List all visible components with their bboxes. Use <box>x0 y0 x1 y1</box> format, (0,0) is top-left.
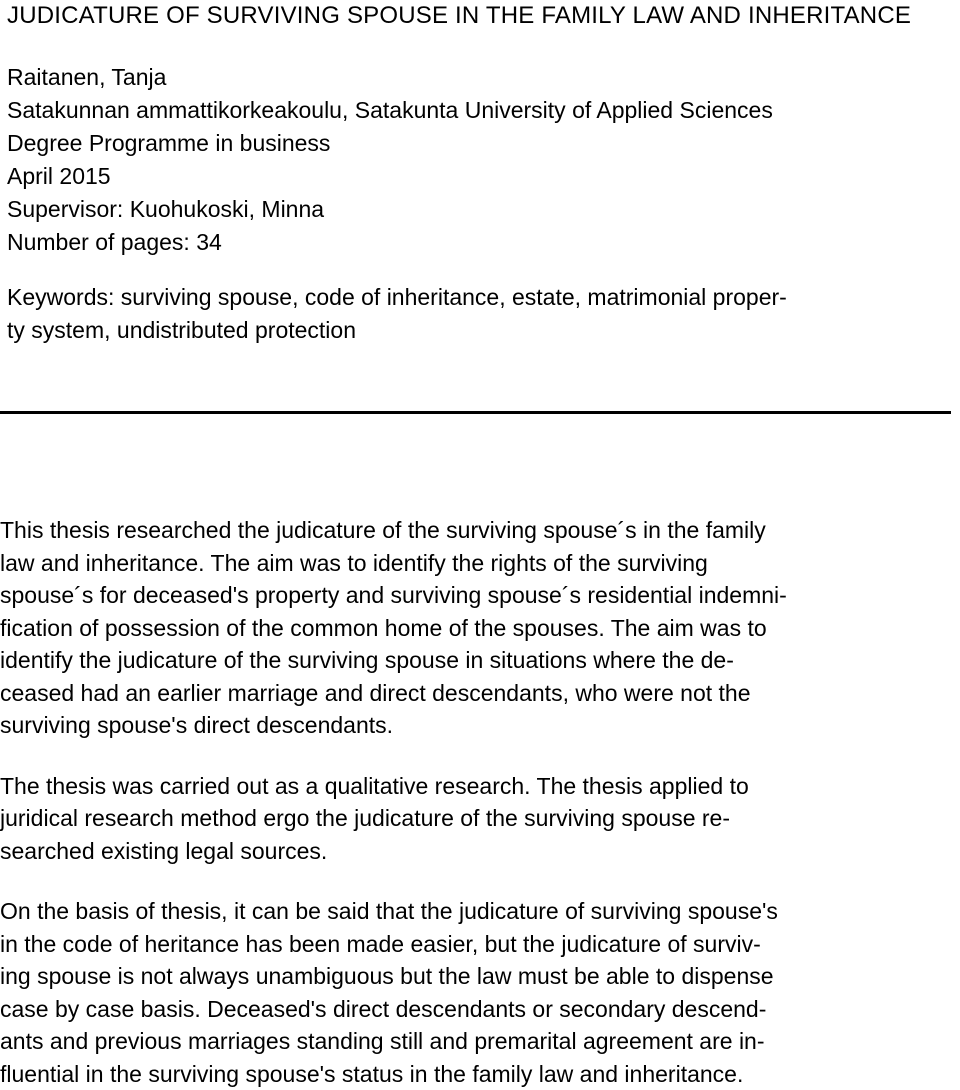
supervisor: Supervisor: Kuohukoski, Minna <box>7 196 325 222</box>
metadata-block <box>7 61 957 259</box>
publication-date: April 2015 <box>7 163 111 189</box>
horizontal-divider <box>0 411 951 414</box>
abstract-paragraph: This thesis researched the judicature of the surviving spouse´s in the family law and inheritance. The aim was to identify the rights of the surviving spouse´s for deceased's property and surviving spouse´s residential indemni- fication of possession of the common home of the spouses. The aim was to identify the judicature of the surviving spouse in situations where the de- ceased had an earlier marriage and direct descendants, who were not the surviving spouse's direct descendants. <box>0 517 787 738</box>
degree-programme: Degree Programme in business <box>7 130 331 156</box>
abstract-paragraph: On the basis of thesis, it can be said that the judicature of surviving spouse's in the code of heritance has been made easier, but the judicature of surviv- ing spouse is not always unambiguous but the law must be able to dispense case by case basis. Deceased's direct descendants or secondary descend- ants and previous marriages standing still and premarital agreement are in- fluential in the surviving spouse's status in the family law and inheritance. <box>0 898 778 1087</box>
abstract-section <box>0 514 950 1090</box>
author-name: Raitanen, Tanja <box>7 64 167 90</box>
page-count: Number of pages: 34 <box>7 229 222 255</box>
abstract-paragraph: The thesis was carried out as a qualitative research. The thesis applied to juridical research method ergo the judicature of the surviving spouse re- searched existing legal sources. <box>0 772 749 864</box>
institution-name: Satakunnan ammattikorkeakoulu, Satakunta University of Applied Sciences <box>7 97 773 123</box>
document-title: JUDICATURE OF SURVIVING SPOUSE IN THE FAMILY LAW AND INHERITANCE <box>7 2 912 29</box>
document-page <box>7 0 957 347</box>
keywords: Keywords: surviving spouse, code of inheritance, estate, matrimonial proper- ty system, undistributed protection <box>7 284 787 343</box>
